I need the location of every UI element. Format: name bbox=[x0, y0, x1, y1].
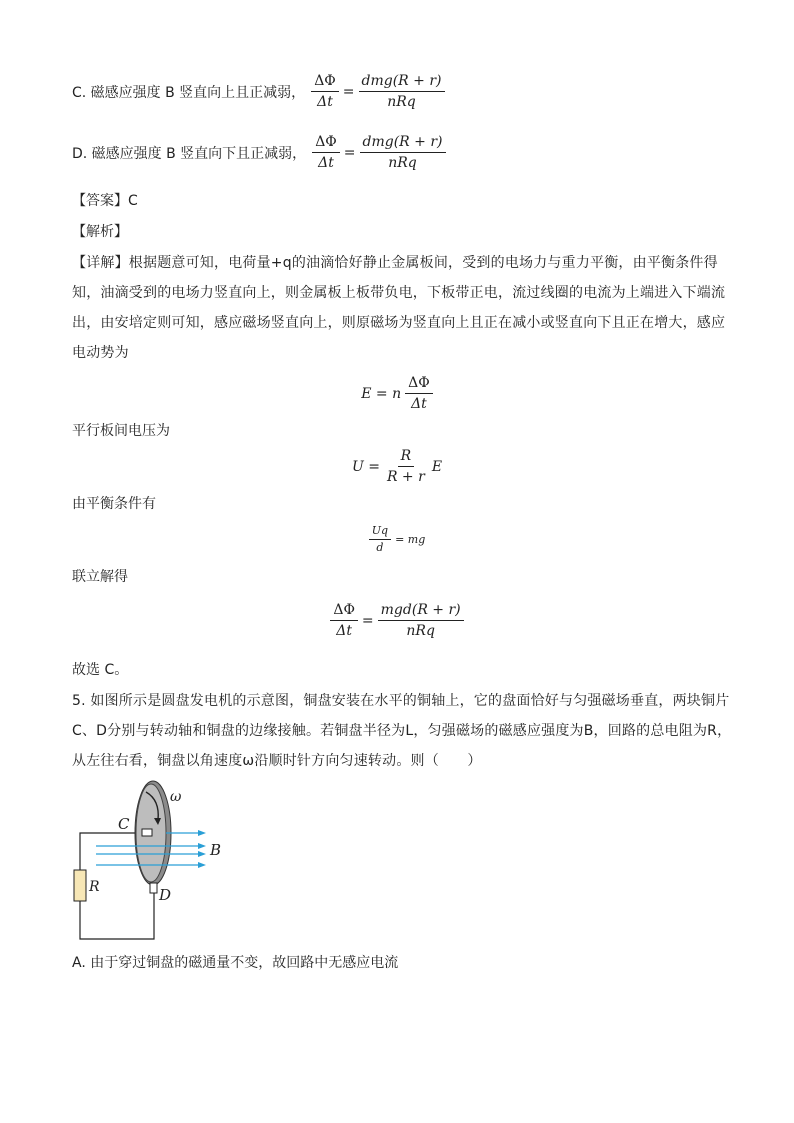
voltage-text: 平行板间电压为 bbox=[72, 423, 170, 439]
option-c-rhs-fraction bbox=[359, 72, 445, 111]
fraction-denominator: nRq bbox=[406, 623, 435, 639]
label-omega: ω bbox=[170, 789, 182, 805]
fraction-denominator: Δt bbox=[336, 623, 352, 639]
circuit-wire-bottom bbox=[80, 892, 154, 939]
option-d-text: D. 磁感应强度 B 竖直向下且正减弱， bbox=[72, 145, 307, 162]
equals-sign: = bbox=[343, 144, 356, 161]
choose-text: 故选 C。 bbox=[72, 662, 129, 678]
equation-lhs-fraction bbox=[330, 601, 358, 640]
answer-line: 【答案】C bbox=[72, 193, 138, 209]
fraction-denominator: Δt bbox=[317, 94, 333, 110]
label-d: D bbox=[159, 886, 172, 904]
fraction-numerator: mgd(R + r) bbox=[378, 601, 464, 621]
fraction-numerator: ΔΦ bbox=[312, 133, 340, 153]
equation-fraction bbox=[369, 524, 391, 555]
solve-text: 联立解得 bbox=[72, 569, 128, 585]
option-c bbox=[72, 72, 445, 111]
fraction-numerator: dmg(R + r) bbox=[359, 72, 445, 92]
option-d-rhs-fraction bbox=[360, 133, 446, 172]
fraction-numerator: Uq bbox=[369, 524, 391, 540]
label-c: C bbox=[118, 815, 130, 833]
question-5: 5. 如图所示是圆盘发电机的示意图，铜盘安装在水平的铜轴上，它的盘面恰好与匀强磁场垂直，两块铜片C、D分别与转动轴和铜盘的边缘接触。若铜盘半径为L，匀强磁场的磁感应强度为B，回路的总电阻为R，从左往右看，铜盘以角速度ω沿顺时针方向匀速转动。则（ ） bbox=[72, 693, 732, 769]
fraction-denominator: Δt bbox=[318, 155, 334, 171]
brush-c bbox=[142, 829, 152, 836]
equation-emf bbox=[0, 374, 794, 413]
balance-text: 由平衡条件有 bbox=[72, 496, 156, 512]
label-b: B bbox=[210, 841, 222, 859]
option-d-lhs-fraction bbox=[312, 133, 340, 172]
equals-sign: = bbox=[342, 83, 355, 100]
fraction-numerator: ΔΦ bbox=[405, 374, 433, 394]
option-c-text: C. 磁感应强度 B 竖直向上且正减弱， bbox=[72, 84, 306, 101]
equation-voltage bbox=[0, 447, 794, 486]
detail-paragraph: 【详解】根据题意可知，电荷量+q的油滴恰好静止金属板间，受到的电场力与重力平衡，由平衡条件得知，油滴受到的电场力竖直向上，则金属板上板带负电，下板带正电，流过线圈的电流为上端进入下端流出，由安培定则可知，感应磁场竖直向上，则原磁场为竖直向上且正在减小或竖直向下且正在增大，感应电动势为 bbox=[72, 255, 726, 361]
fraction-denominator: d bbox=[376, 541, 384, 554]
equation-lhs: E = n bbox=[361, 385, 402, 402]
fraction-numerator: R bbox=[398, 447, 415, 467]
equation-rhs: = mg bbox=[395, 533, 426, 546]
option-c-lhs-fraction bbox=[311, 72, 339, 111]
fraction-denominator: R + r bbox=[386, 469, 425, 485]
equation-balance bbox=[0, 524, 794, 555]
equals-sign: = bbox=[361, 612, 374, 629]
fraction-denominator: nRq bbox=[387, 94, 416, 110]
fraction-numerator: dmg(R + r) bbox=[360, 133, 446, 153]
analysis-heading: 【解析】 bbox=[72, 224, 128, 240]
equation-rhs-fraction bbox=[378, 601, 464, 640]
fraction-denominator: Δt bbox=[411, 396, 427, 412]
fraction-denominator: nRq bbox=[388, 155, 417, 171]
fraction-numerator: ΔΦ bbox=[311, 72, 339, 92]
equation-tail: E bbox=[431, 458, 443, 475]
equation-fraction bbox=[405, 374, 433, 413]
resistor bbox=[74, 870, 86, 901]
equation-fraction bbox=[384, 447, 428, 486]
equation-lhs: U = bbox=[351, 458, 380, 475]
disk-generator-diagram bbox=[70, 776, 240, 946]
equation-result bbox=[0, 601, 794, 640]
option-d bbox=[72, 133, 446, 172]
shaft-d bbox=[150, 883, 157, 893]
fraction-numerator: ΔΦ bbox=[330, 601, 358, 621]
option-a: A. 由于穿过铜盘的磁通量不变，故回路中无感应电流 bbox=[72, 955, 399, 971]
label-r: R bbox=[89, 879, 100, 895]
